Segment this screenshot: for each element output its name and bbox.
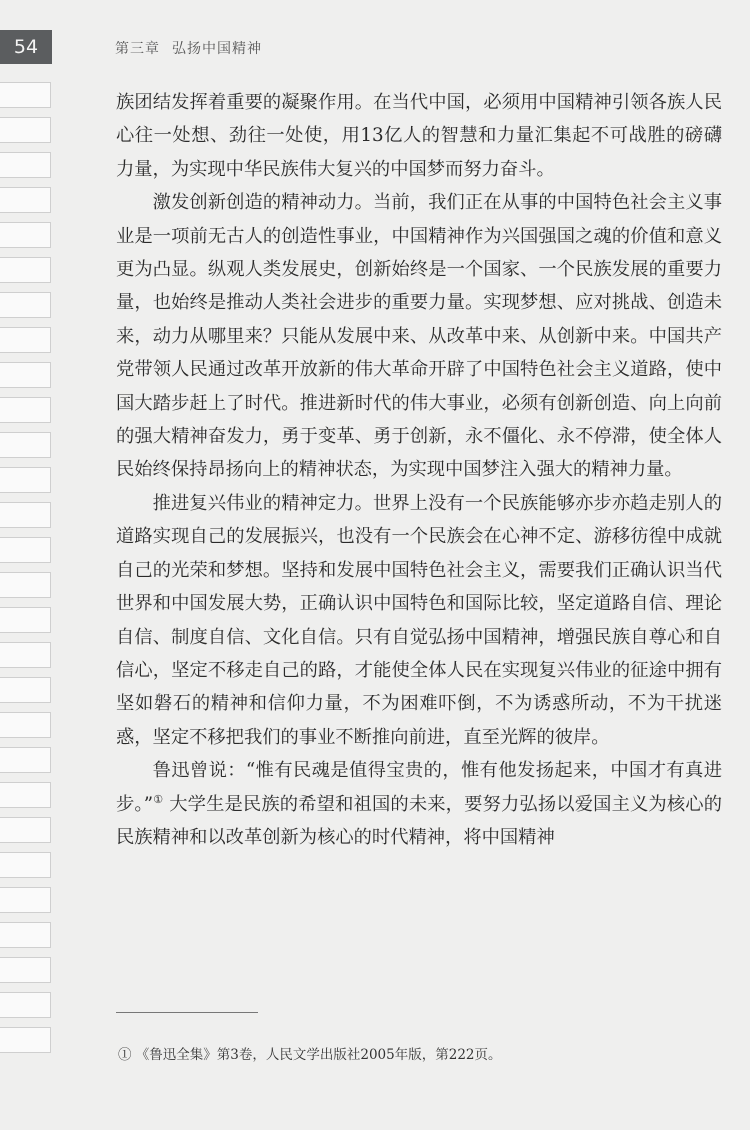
thumb-tab bbox=[0, 1027, 51, 1053]
footnote-divider bbox=[116, 1012, 258, 1013]
paragraph-innovation-drive: 激发创新创造的精神动力。当前，我们正在从事的中国特色社会主义事业是一项前无古人的创造性事业，中国精神作为兴国强国之魂的价值和意义更为凸显。纵观人类发展史，创新始终是一个国家、一个民族发展的重要力量，也始终是推动人类社会进步的重要力量。实现梦想、应对挑战、创造未来，动力从哪里来？只能从发展中来、从改革中来、从创新中来。中国共产党带领人民通过改革开放新的伟大革命开辟了中国特色社会主义道路，使中国大踏步赶上了时代。推进新时代的伟大事业，必须有创新创造、向上向前的强大精神奋发力，勇于变革、勇于创新，永不僵化、永不停滞，使全体人民始终保持昂扬向上的精神状态，为实现中国梦注入强大的精神力量。 bbox=[116, 192, 722, 481]
page-number: 54 bbox=[0, 30, 52, 64]
thumb-tab bbox=[0, 642, 51, 668]
thumb-tab bbox=[0, 817, 51, 843]
thumb-tab bbox=[0, 747, 51, 773]
thumb-tab bbox=[0, 607, 51, 633]
chapter-title: 弘扬中国精神 bbox=[172, 41, 262, 57]
body-text bbox=[116, 86, 722, 854]
thumb-tab bbox=[0, 677, 51, 703]
thumb-tab bbox=[0, 187, 51, 213]
thumb-tab bbox=[0, 537, 51, 563]
footnote-marker[interactable]: ① bbox=[153, 792, 164, 806]
thumb-tab bbox=[0, 222, 51, 248]
paragraph-rejuvenation-resolve: 推进复兴伟业的精神定力。世界上没有一个民族能够亦步亦趋走别人的道路实现自己的发展振兴，也没有一个民族会在心神不定、游移彷徨中成就自己的光荣和梦想。坚持和发展中国特色社会主义，需要我们正确认识当代世界和中国发展大势，正确认识中国特色和国际比较，坚定道路自信、理论自信、制度自信、文化自信。只有自觉弘扬中国精神，增强民族自尊心和自信心，坚定不移走自己的路，才能使全体人民在实现复兴伟业的征途中拥有坚如磐石的精神和信仰力量，不为困难吓倒，不为诱惑所动，不为干扰迷惑，坚定不移把我们的事业不断推向前进，直至光辉的彼岸。 bbox=[116, 492, 722, 748]
paragraph-continued: 族团结发挥着重要的凝聚作用。在当代中国，必须用中国精神引领各族人民心往一处想、劲往一处使，用13亿人的智慧和力量汇集起不可战胜的磅礴力量，为实现中华民族伟大复兴的中国梦而努力奋斗。 bbox=[116, 92, 722, 180]
thumb-index-tabs bbox=[0, 82, 52, 1062]
thumb-tab bbox=[0, 782, 51, 808]
thumb-tab bbox=[0, 397, 51, 423]
running-header bbox=[115, 38, 262, 58]
thumb-tab bbox=[0, 887, 51, 913]
paragraph-lu-xun-quote bbox=[116, 754, 722, 854]
quote-text: 鲁迅曾说：“惟有民魂是值得宝贵的，惟有他发扬起来，中国才有真进步。” bbox=[116, 760, 722, 815]
thumb-tab bbox=[0, 257, 51, 283]
thumb-tab bbox=[0, 362, 51, 388]
thumb-tab bbox=[0, 712, 51, 738]
footnote: ① 《鲁迅全集》第3卷，人民文学出版社2005年版，第222页。 bbox=[118, 1047, 502, 1063]
thumb-tab bbox=[0, 852, 51, 878]
thumb-tab bbox=[0, 467, 51, 493]
thumb-tab bbox=[0, 572, 51, 598]
thumb-tab bbox=[0, 117, 51, 143]
thumb-tab bbox=[0, 922, 51, 948]
thumb-tab bbox=[0, 432, 51, 458]
thumb-tab bbox=[0, 152, 51, 178]
quote-followup: 大学生是民族的希望和祖国的未来，要努力弘扬以爱国主义为核心的民族精神和以改革创新为核心的时代精神，将中国精神 bbox=[116, 793, 723, 848]
thumb-tab bbox=[0, 957, 51, 983]
chapter-label: 第三章 bbox=[115, 41, 160, 57]
thumb-tab bbox=[0, 502, 51, 528]
thumb-tab bbox=[0, 992, 51, 1018]
thumb-tab bbox=[0, 82, 51, 108]
thumb-tab bbox=[0, 327, 51, 353]
thumb-tab bbox=[0, 292, 51, 318]
